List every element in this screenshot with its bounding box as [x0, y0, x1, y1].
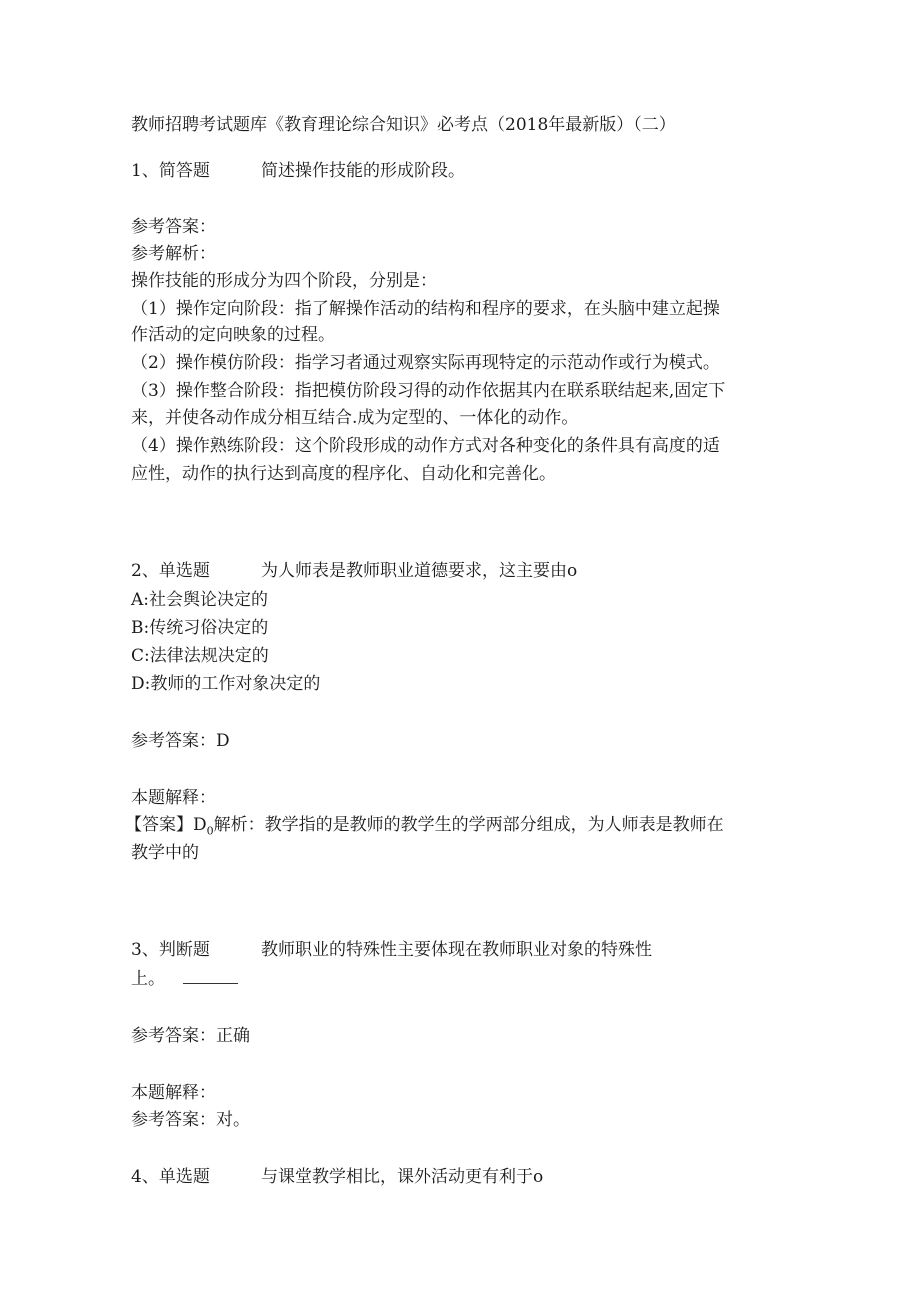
question-1-analysis-line: 应性，动作的执行达到高度的程序化、自动化和完善化。: [131, 464, 556, 484]
question-1-header: [131, 163, 465, 180]
question-3-explain-label: 本题解释：: [131, 1083, 216, 1103]
question-2-option-c: C:法律法规决定的: [131, 646, 269, 666]
question-2-explain-label: 本题解释：: [131, 788, 216, 808]
question-1-analysis-line: （3）操作整合阶段：指把模仿阶段习得的动作依据其内在联系联结起来,固定下: [131, 381, 726, 401]
question-1-analysis-line: 作活动的定向映象的过程。: [131, 325, 335, 345]
question-1-label: 1、简答题: [131, 161, 210, 181]
question-2-option-d: D:教师的工作对象决定的: [131, 674, 321, 694]
question-2-option-b: B:传统习俗决定的: [131, 618, 269, 638]
question-1-analysis-line: 来，并使各动作成分相互结合.成为定型的、一体化的动作。: [131, 408, 579, 428]
question-1-answer-label: 参考答案：: [131, 217, 216, 237]
question-4-text: 与课堂教学相比，课外活动更有利于o: [261, 1167, 544, 1187]
question-1-analysis-line: （1）操作定向阶段：指了解操作活动的结构和程序的要求，在头脑中建立起操: [131, 299, 720, 319]
question-1-analysis-line: 操作技能的形成分为四个阶段，分别是：: [131, 271, 437, 291]
question-1-text: 简述操作技能的形成阶段。: [261, 161, 465, 181]
question-2-answer: 参考答案：D: [131, 731, 230, 751]
question-2-explain-prefix: 【答案】D: [125, 815, 207, 835]
question-3-label: 3、判断题: [131, 940, 210, 960]
question-2-explain-line: [125, 817, 724, 836]
question-3-answer: 参考答案：正确: [131, 1026, 250, 1046]
question-3-header: [131, 942, 652, 959]
question-4-label: 4、单选题: [131, 1167, 210, 1187]
question-2-label: 2、单选题: [131, 561, 210, 581]
question-2-header: [131, 563, 577, 580]
answer-blank: [183, 971, 238, 984]
question-4-header: [131, 1169, 543, 1186]
question-2-text: 为人师表是教师职业道德要求，这主要由o: [261, 561, 578, 581]
question-3-explain: 参考答案：对。: [131, 1110, 250, 1130]
question-2-explain-line-2: 教学中的: [131, 843, 199, 863]
question-2-option-a: A:社会舆论决定的: [131, 590, 269, 610]
question-3-text-continued: 上。: [131, 969, 165, 989]
question-2-explain-subscript: 0: [206, 824, 214, 838]
question-3-text: 教师职业的特殊性主要体现在教师职业对象的特殊性: [261, 940, 652, 960]
question-1-analysis-line: （2）操作模仿阶段：指学习者通过观察实际再现特定的示范动作或行为模式。: [131, 353, 720, 373]
page-title: 教师招聘考试题库《教育理论综合知识》必考点（2018年最新版）（二）: [131, 115, 676, 135]
question-3-text-line-2: [131, 971, 238, 988]
question-1-analysis-line: （4）操作熟练阶段：这个阶段形成的动作方式对各种变化的条件具有高度的适: [131, 436, 720, 456]
question-2-explain-text: 解析：教学指的是教师的教学生的学两部分组成，为人师表是教师在: [213, 815, 724, 835]
question-1-analysis-label: 参考解析：: [131, 244, 216, 264]
